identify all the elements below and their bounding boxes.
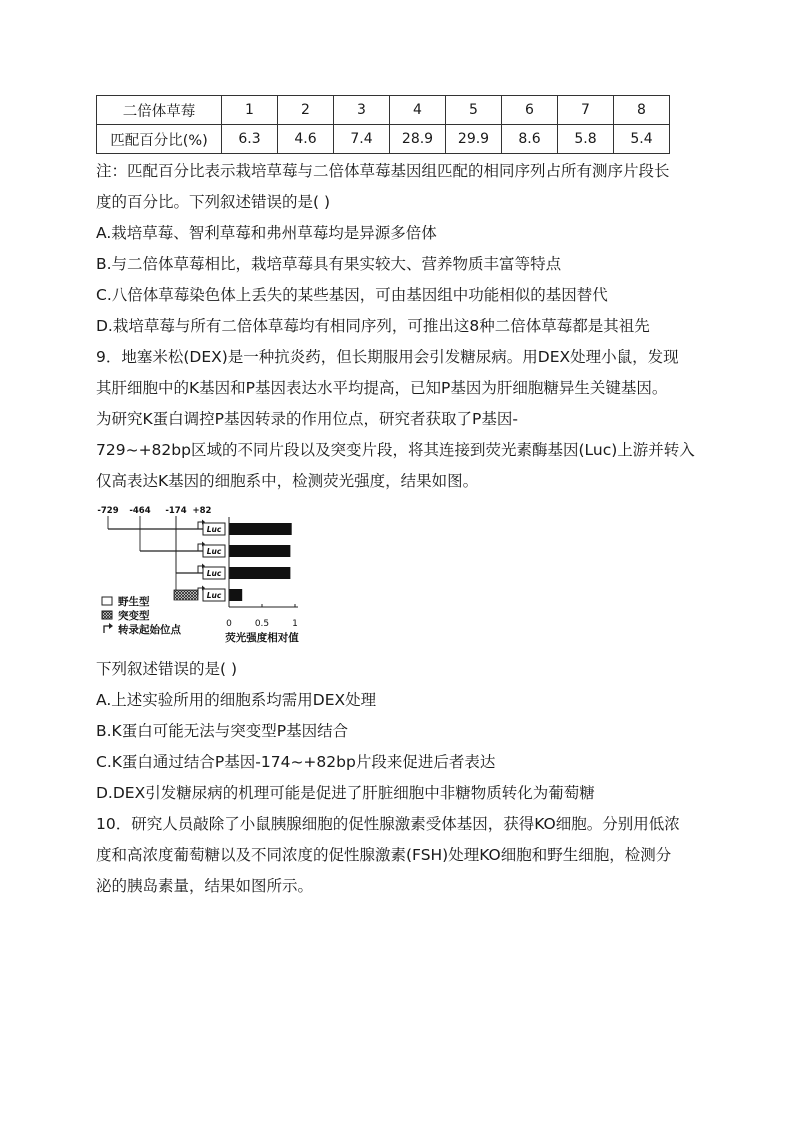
table-cell: 7.4 — [334, 125, 390, 154]
x-tick-label: 0.5 — [254, 619, 270, 629]
legend-label: 野生型 — [118, 596, 150, 608]
legend-label: 转录起始位点 — [118, 624, 181, 636]
construct-1 — [108, 516, 225, 535]
table-row — [97, 125, 670, 154]
tss-arrow-icon — [104, 626, 109, 633]
tss-arrow-icon — [198, 566, 202, 573]
q9-stem-line: 仅高表达K基因的细胞系中，检测荧光强度，结果如图。 — [96, 472, 479, 490]
table-row — [97, 96, 670, 125]
table-column-header: 6 — [502, 96, 558, 125]
q9-stem-line: 9．地塞米松(DEX)是一种抗炎药，但长期服用会引发糖尿病。用DEX处理小鼠，发现 — [96, 348, 679, 366]
position-label: -464 — [129, 506, 151, 516]
position-label: -729 — [97, 506, 119, 516]
q9-option-c: C.K蛋白通过结合P基因-174~+82bp片段来促进后者表达 — [96, 753, 496, 771]
legend-label: 突变型 — [118, 610, 150, 622]
luc-label: Luc — [206, 591, 222, 600]
table-cell: 5.8 — [558, 125, 614, 154]
legend-item — [104, 623, 181, 636]
tss-arrowhead-icon — [109, 623, 113, 629]
strawberry-match-table — [96, 95, 670, 154]
table-cell: 6.3 — [222, 125, 278, 154]
q9-option-d: D.DEX引发糖尿病的机理可能是促进了肝脏细胞中非糖物质转化为葡萄糖 — [96, 784, 595, 802]
table-cell: 4.6 — [278, 125, 334, 154]
construct-2 — [140, 516, 225, 557]
bar — [229, 523, 292, 535]
q8-note-line: 度的百分比。下列叙述错误的是( ) — [96, 193, 331, 211]
table-header-label: 二倍体草莓 — [97, 96, 222, 125]
legend-swatch-open — [102, 597, 112, 605]
table-row-label: 匹配百分比(%) — [97, 125, 222, 154]
table-cell: 29.9 — [446, 125, 502, 154]
legend-swatch-hatched — [102, 611, 112, 619]
q9-option-b: B.K蛋白可能无法与突变型P基因结合 — [96, 722, 349, 740]
q8-option-d: D.栽培草莓与所有二倍体草莓均有相同序列，可推出这8种二倍体草莓都是其祖先 — [96, 317, 650, 335]
tss-arrow-icon — [198, 544, 202, 551]
luciferase-figure — [96, 503, 336, 645]
luc-label: Luc — [206, 525, 222, 534]
table-column-header: 7 — [558, 96, 614, 125]
q9-stem-line: 729~+82bp区域的不同片段以及突变片段，将其连接到荧光素酶基因(Luc)上游并转入 — [96, 441, 695, 459]
tss-arrow-icon — [198, 588, 202, 595]
mutant-segment — [174, 590, 198, 600]
q9-option-a: A.上述实验所用的细胞系均需用DEX处理 — [96, 691, 377, 709]
q8-option-a: A.栽培草莓、智利草莓和弗州草莓均是异源多倍体 — [96, 224, 437, 242]
luc-label: Luc — [206, 569, 222, 578]
bar — [229, 589, 242, 601]
q10-stem-line: 泌的胰岛素量，结果如图所示。 — [96, 877, 314, 895]
tss-arrow-icon — [198, 522, 202, 529]
legend-item — [102, 595, 150, 608]
q10-stem-line: 10．研究人员敲除了小鼠胰腺细胞的促性腺激素受体基因，获得KO细胞。分别用低浓 — [96, 815, 680, 833]
bar — [229, 545, 290, 557]
luc-label: Luc — [206, 547, 222, 556]
table-column-header: 5 — [446, 96, 502, 125]
q8-option-c: C.八倍体草莓染色体上丢失的某些基因，可由基因组中功能相似的基因替代 — [96, 286, 608, 304]
legend-item — [102, 609, 150, 622]
table-cell: 5.4 — [614, 125, 670, 154]
q8-option-b: B.与二倍体草莓相比，栽培草莓具有果实较大、营养物质丰富等特点 — [96, 255, 562, 273]
table-column-header: 1 — [222, 96, 278, 125]
x-axis-label: 荧光强度相对值 — [225, 632, 299, 644]
q8-note-line: 注：匹配百分比表示栽培草莓与二倍体草莓基因组匹配的相同序列占所有测序片段长 — [96, 162, 670, 180]
position-label: +82 — [192, 506, 212, 516]
table-column-header: 8 — [614, 96, 670, 125]
q9-stem-line: 其肝细胞中的K基因和P基因表达水平均提高，已知P基因为肝细胞糖异生关键基因。 — [96, 379, 668, 397]
table-cell: 8.6 — [502, 125, 558, 154]
q9-question: 下列叙述错误的是( ) — [96, 660, 238, 678]
q10-stem-line: 度和高浓度葡萄糖以及不同浓度的促性腺激素(FSH)处理KO细胞和野生细胞，检测分 — [96, 846, 672, 864]
q9-stem-line: 为研究K蛋白调控P基因转录的作用位点，研究者获取了P基因- — [96, 410, 518, 428]
table-cell: 28.9 — [390, 125, 446, 154]
table-column-header: 2 — [278, 96, 334, 125]
position-label: -174 — [165, 506, 187, 516]
x-tick-label: 0 — [226, 619, 232, 629]
bar — [229, 567, 290, 579]
table-column-header: 4 — [390, 96, 446, 125]
table-column-header: 3 — [334, 96, 390, 125]
x-tick-label: 1 — [292, 619, 298, 629]
